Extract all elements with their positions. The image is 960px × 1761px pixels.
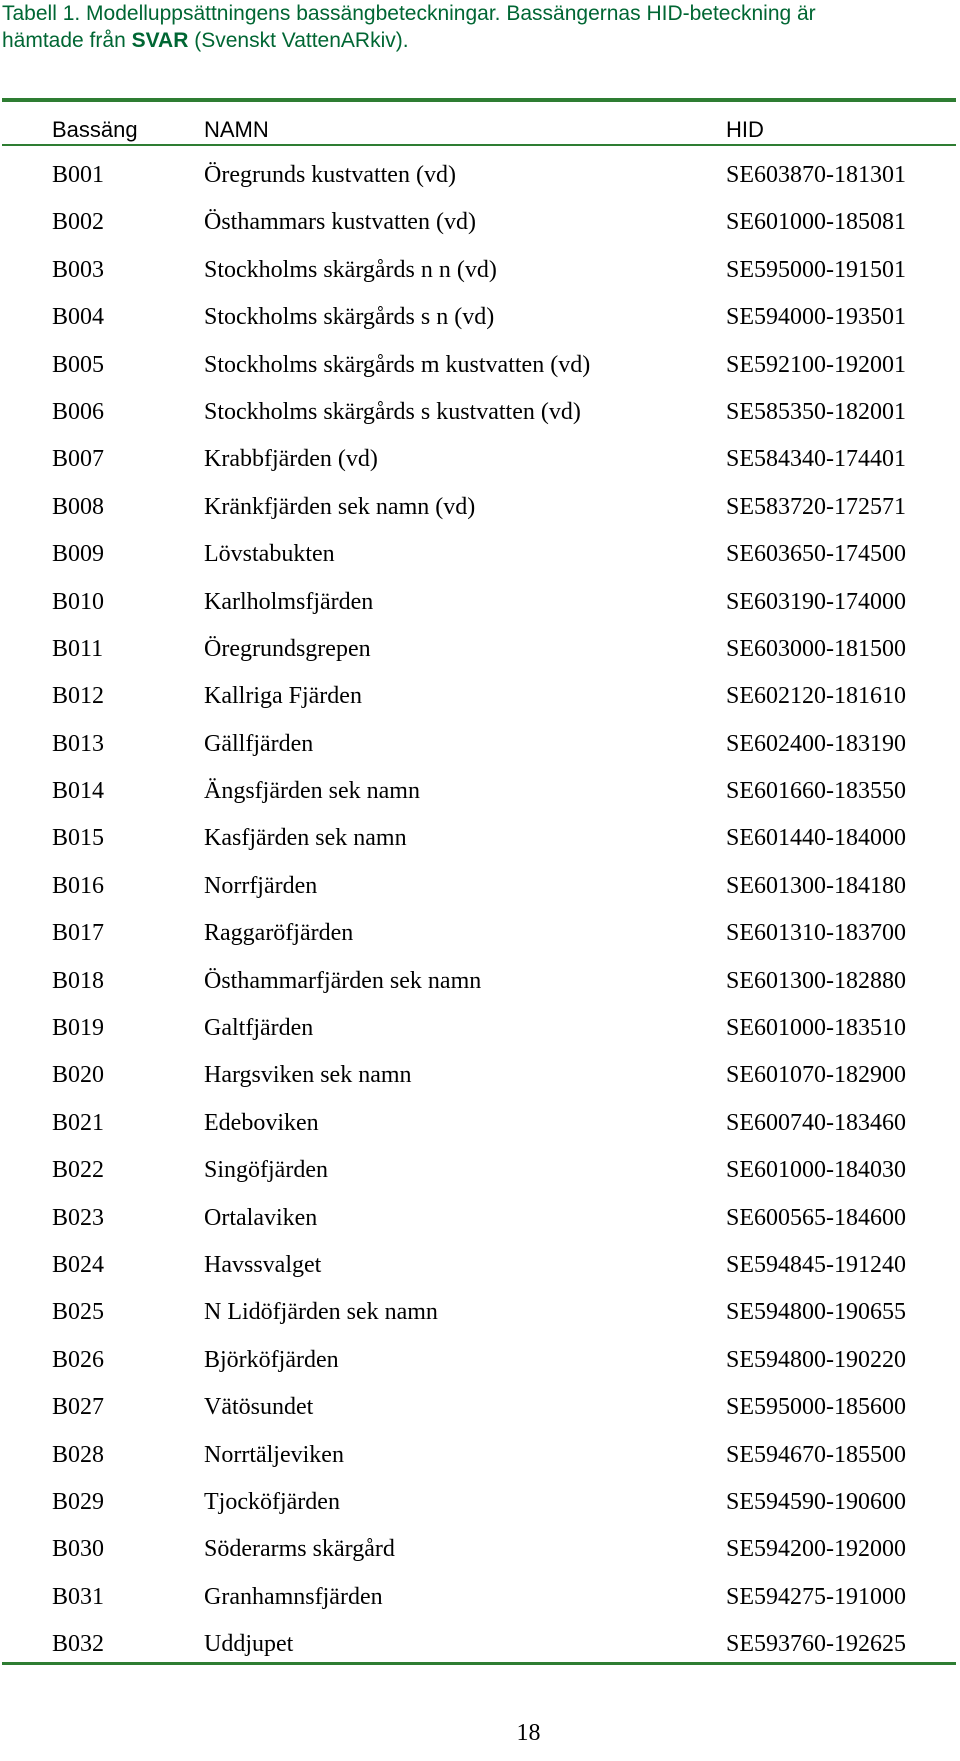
cell-namn: Gällfjärden xyxy=(204,730,314,757)
cell-bassang: B007 xyxy=(52,446,105,473)
cell-bassang: B024 xyxy=(52,1251,105,1278)
table-caption xyxy=(2,0,952,54)
cell-namn: Edeboviken xyxy=(204,1109,319,1136)
table-row xyxy=(0,626,960,673)
cell-hid: SE600740-183460 xyxy=(726,1109,906,1136)
cell-bassang: B004 xyxy=(52,304,105,331)
table-row xyxy=(0,1147,960,1194)
table-row xyxy=(0,863,960,910)
table-header-row xyxy=(0,102,960,144)
cell-hid: SE594800-190220 xyxy=(726,1346,906,1373)
table-row xyxy=(0,1384,960,1431)
cell-hid: SE594670-185500 xyxy=(726,1441,906,1468)
table-row xyxy=(0,1195,960,1242)
cell-hid: SE583720-172571 xyxy=(726,493,906,520)
cell-namn: N Lidöfjärden sek namn xyxy=(204,1299,438,1326)
cell-hid: SE601440-184000 xyxy=(726,825,906,852)
table-row xyxy=(0,531,960,578)
cell-namn: Vätösundet xyxy=(204,1394,314,1421)
cell-namn: Kallriga Fjärden xyxy=(204,683,362,710)
table-header-rule xyxy=(2,144,956,146)
cell-hid: SE602120-181610 xyxy=(726,683,906,710)
cell-namn: Söderarms skärgård xyxy=(204,1536,395,1563)
cell-namn: Havssvalget xyxy=(204,1251,322,1278)
table-row xyxy=(0,673,960,720)
caption-line-2-prefix: hämtade från xyxy=(2,29,132,52)
caption-line-2-suffix: (Svenskt VattenARkiv). xyxy=(188,29,409,52)
cell-namn: Stockholms skärgårds s kustvatten (vd) xyxy=(204,398,581,425)
cell-hid: SE601310-183700 xyxy=(726,920,906,947)
cell-bassang: B016 xyxy=(52,872,105,899)
cell-hid: SE601000-183510 xyxy=(726,1015,906,1042)
cell-namn: Raggaröfjärden xyxy=(204,920,354,947)
cell-bassang: B009 xyxy=(52,541,105,568)
table-row xyxy=(0,1479,960,1526)
cell-bassang: B001 xyxy=(52,162,105,188)
caption-line-1: Tabell 1. Modelluppsättningens bassängbeteckningar. Bassängernas HID-beteckning är xyxy=(2,2,816,25)
table-row xyxy=(0,1526,960,1573)
table-row xyxy=(0,579,960,626)
cell-namn: Öregrunds kustvatten (vd) xyxy=(204,162,456,188)
cell-bassang: B002 xyxy=(52,209,105,236)
table-bottom-rule xyxy=(2,1662,956,1665)
cell-bassang: B032 xyxy=(52,1631,105,1658)
cell-bassang: B028 xyxy=(52,1441,105,1468)
cell-namn: Granhamnsfjärden xyxy=(204,1583,383,1610)
cell-hid: SE595000-191501 xyxy=(726,256,906,283)
table-row xyxy=(0,199,960,246)
header-hid: HID xyxy=(726,117,764,142)
cell-hid: SE594275-191000 xyxy=(726,1583,906,1610)
cell-hid: SE595000-185600 xyxy=(726,1394,906,1421)
caption-svar-bold: SVAR xyxy=(131,29,189,52)
cell-bassang: B030 xyxy=(52,1536,105,1563)
table-row xyxy=(0,1100,960,1147)
cell-hid: SE585350-182001 xyxy=(726,398,906,425)
cell-namn: Krabbfjärden (vd) xyxy=(204,446,378,473)
table-row xyxy=(0,342,960,389)
cell-bassang: B014 xyxy=(52,778,105,805)
table-row xyxy=(0,152,960,199)
cell-bassang: B031 xyxy=(52,1583,105,1610)
cell-bassang: B023 xyxy=(52,1204,105,1231)
cell-hid: SE603870-181301 xyxy=(726,162,906,188)
table-row xyxy=(0,1052,960,1099)
cell-namn: Öregrundsgrepen xyxy=(204,635,371,662)
cell-namn: Tjocköfjärden xyxy=(204,1488,340,1515)
cell-namn: Kasfjärden sek namn xyxy=(204,825,407,852)
cell-namn: Hargsviken sek namn xyxy=(204,1062,412,1089)
cell-hid: SE594845-191240 xyxy=(726,1251,906,1278)
cell-hid: SE594200-192000 xyxy=(726,1536,906,1563)
cell-namn: Stockholms skärgårds s n (vd) xyxy=(204,304,495,331)
cell-bassang: B003 xyxy=(52,256,105,283)
cell-bassang: B018 xyxy=(52,967,105,994)
table-body xyxy=(0,152,960,1669)
cell-hid: SE601660-183550 xyxy=(726,778,906,805)
cell-namn: Stockholms skärgårds n n (vd) xyxy=(204,256,497,283)
cell-hid: SE584340-174401 xyxy=(726,446,906,473)
cell-bassang: B020 xyxy=(52,1062,105,1089)
cell-hid: SE600565-184600 xyxy=(726,1204,906,1231)
page-number: 18 xyxy=(516,1720,541,1746)
cell-hid: SE602400-183190 xyxy=(726,730,906,757)
cell-bassang: B025 xyxy=(52,1299,105,1326)
cell-bassang: B008 xyxy=(52,493,105,520)
cell-namn: Östhammarfjärden sek namn xyxy=(204,967,482,994)
table-row xyxy=(0,1574,960,1621)
table-row xyxy=(0,294,960,341)
table-row xyxy=(0,721,960,768)
table-row xyxy=(0,1337,960,1384)
cell-namn: Kränkfjärden sek namn (vd) xyxy=(204,493,476,520)
cell-bassang: B021 xyxy=(52,1109,105,1136)
cell-hid: SE592100-192001 xyxy=(726,351,906,378)
cell-namn: Norrfjärden xyxy=(204,872,318,899)
header-namn: NAMN xyxy=(204,117,269,142)
cell-namn: Lövstabukten xyxy=(204,541,335,568)
cell-hid: SE601300-182880 xyxy=(726,967,906,994)
cell-bassang: B029 xyxy=(52,1488,105,1515)
table-row xyxy=(0,484,960,531)
cell-hid: SE594000-193501 xyxy=(726,304,906,331)
table-row xyxy=(0,815,960,862)
cell-hid: SE603000-181500 xyxy=(726,635,906,662)
cell-hid: SE594800-190655 xyxy=(726,1299,906,1326)
table-row xyxy=(0,436,960,483)
cell-hid: SE603190-174000 xyxy=(726,588,906,615)
cell-bassang: B015 xyxy=(52,825,105,852)
cell-namn: Stockholms skärgårds m kustvatten (vd) xyxy=(204,351,591,378)
cell-bassang: B012 xyxy=(52,683,105,710)
cell-namn: Galtfjärden xyxy=(204,1015,314,1042)
table-row xyxy=(0,910,960,957)
cell-namn: Ortalaviken xyxy=(204,1204,318,1231)
table-row xyxy=(0,1432,960,1479)
caption-line-2 xyxy=(2,27,952,54)
cell-namn: Ängsfjärden sek namn xyxy=(204,778,420,805)
cell-bassang: B017 xyxy=(52,920,105,947)
cell-namn: Björköfjärden xyxy=(204,1346,339,1373)
cell-bassang: B013 xyxy=(52,730,105,757)
cell-namn: Östhammars kustvatten (vd) xyxy=(204,209,476,236)
cell-hid: SE594590-190600 xyxy=(726,1488,906,1515)
cell-bassang: B022 xyxy=(52,1157,105,1184)
cell-bassang: B019 xyxy=(52,1015,105,1042)
table-row xyxy=(0,389,960,436)
cell-namn: Norrtäljeviken xyxy=(204,1441,344,1468)
cell-bassang: B010 xyxy=(52,588,105,615)
cell-namn: Singöfjärden xyxy=(204,1157,328,1184)
header-bassang: Bassäng xyxy=(52,117,138,142)
table-row xyxy=(0,1289,960,1336)
cell-hid: SE601000-184030 xyxy=(726,1157,906,1184)
cell-bassang: B027 xyxy=(52,1394,105,1421)
table-row xyxy=(0,1242,960,1289)
table-row xyxy=(0,958,960,1005)
table-row xyxy=(0,1005,960,1052)
table-row xyxy=(0,247,960,294)
cell-hid: SE603650-174500 xyxy=(726,541,906,568)
cell-hid: SE593760-192625 xyxy=(726,1631,906,1658)
cell-hid: SE601070-182900 xyxy=(726,1062,906,1089)
cell-namn: Karlholmsfjärden xyxy=(204,588,374,615)
cell-bassang: B011 xyxy=(52,635,104,662)
cell-bassang: B005 xyxy=(52,351,105,378)
cell-bassang: B026 xyxy=(52,1346,105,1373)
cell-bassang: B006 xyxy=(52,398,105,425)
cell-hid: SE601300-184180 xyxy=(726,872,906,899)
cell-hid: SE601000-185081 xyxy=(726,209,906,236)
cell-namn: Uddjupet xyxy=(204,1631,294,1658)
table-row xyxy=(0,768,960,815)
